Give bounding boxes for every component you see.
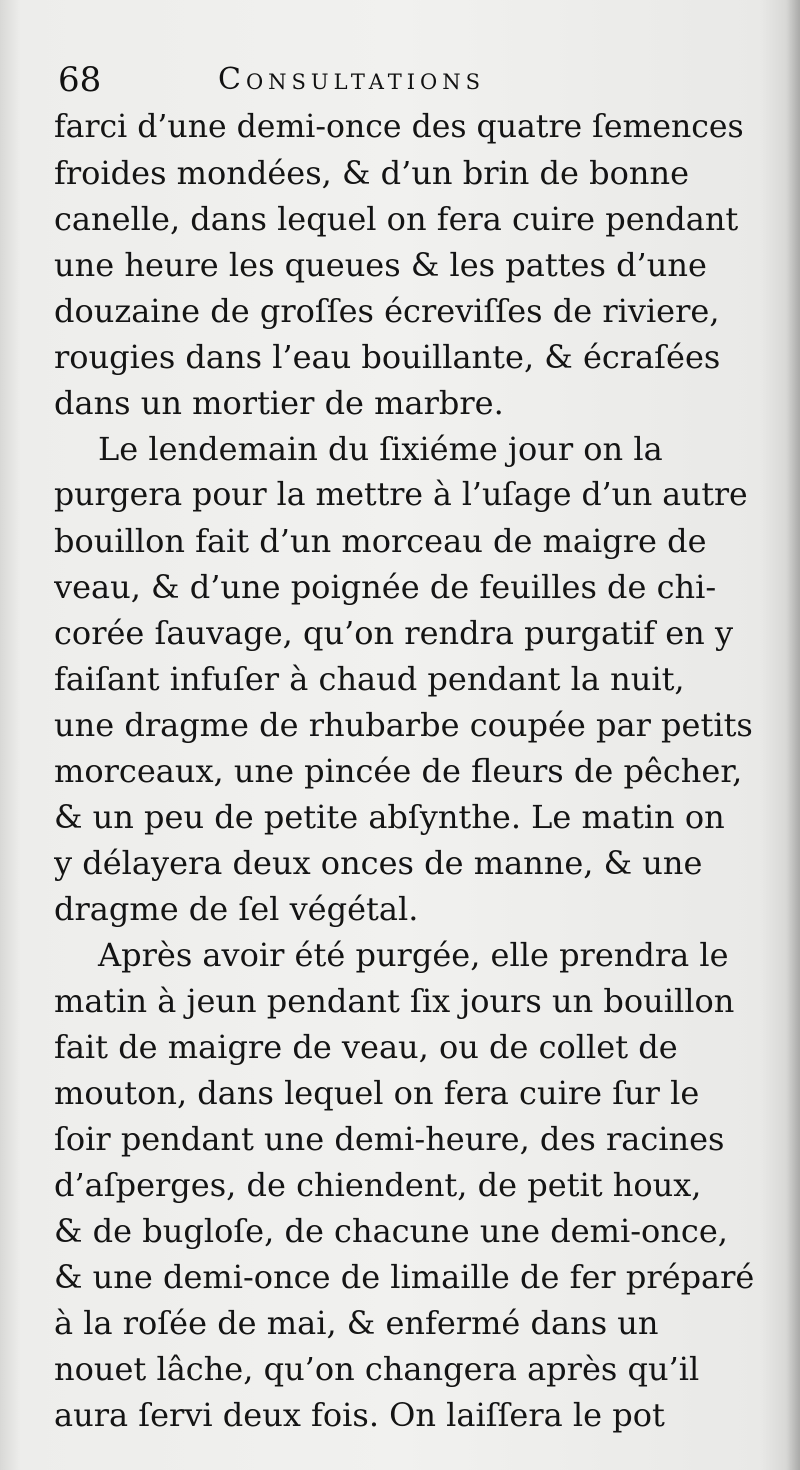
text-line: aura ſervi deux fois. On laiſſera le pot	[54, 1396, 665, 1434]
text-line: matin à jeun pendant ſix jours un bouillon	[54, 982, 735, 1020]
paragraph-first-line: Le lendemain du ſixiéme jour on la	[98, 430, 663, 468]
text-line: rougies dans l’eau bouillante, & écraſées	[54, 338, 721, 376]
text-line: morceaux, une pincée de fleurs de pêcher,	[54, 752, 743, 790]
text-line: à la roſée de mai, & enfermé dans un	[54, 1304, 659, 1342]
text-line: douzaine de groſſes écreviſſes de riviere,	[54, 292, 720, 330]
body-text	[54, 104, 754, 1438]
text-line: d’aſperges, de chiendent, de petit houx,	[54, 1166, 702, 1204]
text-line: farci d’une demi-once des quatre ſemences	[54, 109, 744, 145]
page-number: 68	[58, 60, 102, 100]
text-line: y délayera deux onces de manne, & une	[54, 844, 703, 882]
running-title: Consultations	[218, 62, 486, 97]
text-line: une heure les queues & les pattes d’une	[54, 246, 707, 284]
text-line: veau, & d’une poignée de feuilles de chi-	[54, 568, 717, 606]
text-line: & une demi-once de limaille de fer préparé	[54, 1258, 754, 1296]
text-line: ſoir pendant une demi-heure, des racines	[54, 1120, 725, 1158]
text-line: dans un mortier de marbre.	[54, 384, 504, 422]
text-line: & un peu de petite abſynthe. Le matin on	[54, 798, 725, 836]
paragraph-first-line: Après avoir été purgée, elle prendra le	[98, 936, 729, 974]
text-line: fait de maigre de veau, ou de collet de	[54, 1028, 678, 1066]
text-line: purgera pour la mettre à l’uſage d’un autre	[54, 477, 748, 513]
text-line: & de bugloſe, de chacune une demi-once,	[54, 1212, 728, 1250]
text-line: corée ſauvage, qu’on rendra purgatif en y	[54, 614, 734, 652]
page-header	[58, 52, 758, 108]
text-line: mouton, dans lequel on fera cuire ſur le	[54, 1074, 700, 1112]
text-line: froides mondées, & d’un brin de bonne	[54, 154, 689, 192]
text-line: canelle, dans lequel on fera cuire pendant	[54, 200, 739, 238]
text-line: dragme de ſel végétal.	[54, 890, 419, 928]
text-line: bouillon fait d’un morceau de maigre de	[54, 522, 707, 560]
text-line: une dragme de rhubarbe coupée par petits	[54, 706, 753, 744]
text-line: faiſant infuſer à chaud pendant la nuit,	[54, 660, 685, 698]
text-line: nouet lâche, qu’on changera après qu’il	[54, 1350, 700, 1388]
